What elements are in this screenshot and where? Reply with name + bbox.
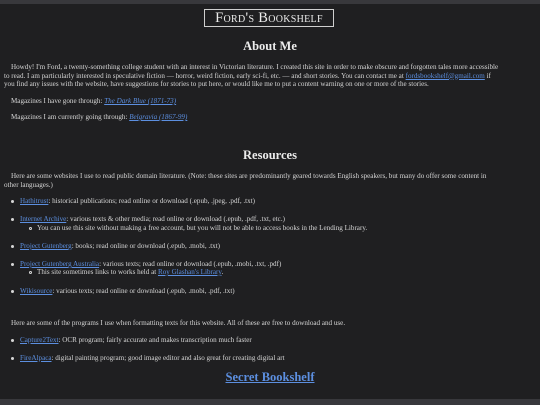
firealpaca-link[interactable]: FireAlpaca bbox=[20, 354, 52, 362]
programs-intro: Here are some of the programs I use when formatting texts for this website. All of these are free to download and use. bbox=[11, 319, 346, 327]
about-intro-line-3: you find any issues with the website, have suggestions for stories to put here, or would like me to put a content warning on one or more of the stories. bbox=[4, 80, 429, 89]
internet-archive-link[interactable]: Internet Archive bbox=[20, 215, 67, 223]
resources-heading: Resources bbox=[243, 148, 297, 162]
list-item-hathitrust bbox=[20, 197, 255, 206]
internet-archive-note: You can use this site without making a free account, but you will not be able to access books in the Lending Library. bbox=[37, 224, 368, 232]
about-intro-line-1: Howdy! I'm Ford, a twenty-something college student with an interest in Victorian literature. I created this site in order to make obscure and forgotten tales more accessible bbox=[11, 63, 499, 71]
about-intro-line-2 bbox=[4, 72, 536, 81]
wikisource-desc: : various texts; read online or download (.epub, .mobi, .pdf, .txt) bbox=[52, 287, 235, 295]
list-item-project-gutenberg bbox=[20, 242, 220, 251]
secret-bookshelf-container bbox=[0, 370, 540, 384]
about-intro bbox=[4, 63, 536, 89]
magazine-dark-blue-link[interactable]: The Dark Blue (1871-73) bbox=[104, 97, 177, 105]
list-bullet bbox=[11, 339, 14, 342]
list-bullet bbox=[11, 263, 14, 266]
secret-bookshelf-link[interactable]: Secret Bookshelf bbox=[225, 370, 315, 384]
list-item-firealpaca bbox=[20, 354, 285, 363]
list-bullet bbox=[11, 200, 14, 203]
project-gutenberg-australia-link[interactable]: Project Gutenberg Australia bbox=[20, 260, 100, 268]
magazines-done bbox=[11, 97, 176, 106]
list-bullet bbox=[11, 218, 14, 221]
capture2text-link[interactable]: Capture2Text bbox=[20, 336, 59, 344]
sub-bullet bbox=[29, 227, 32, 230]
pga-note-end: . bbox=[221, 268, 224, 276]
magazines-current bbox=[11, 113, 187, 122]
magazines-current-label: Magazines I am currently going through: bbox=[11, 113, 130, 121]
hathitrust-link[interactable]: Hathitrust bbox=[20, 197, 49, 205]
site-title: Ford's Bookshelf bbox=[204, 9, 334, 27]
list-item-capture2text bbox=[20, 336, 252, 345]
list-bullet bbox=[11, 357, 14, 360]
wikisource-link[interactable]: Wikisource bbox=[20, 287, 53, 295]
about-intro-line-2-end: if bbox=[484, 71, 491, 80]
project-gutenberg-australia-note bbox=[37, 268, 223, 277]
list-item-internet-archive bbox=[20, 215, 285, 224]
hathitrust-desc: : historical publications; read online or download (.epub, .jpeg, .pdf, .txt) bbox=[48, 197, 256, 205]
about-heading: About Me bbox=[243, 39, 297, 53]
resources-intro-line-1: Here are some websites I use to read public domain literature. (Note: these sites are predominantly geared towards English speakers, but many do offer some content in bbox=[11, 172, 487, 180]
magazines-done-label: Magazines I have gone through: bbox=[11, 97, 105, 105]
roy-glashans-library-link[interactable]: Roy Glashan's Library bbox=[157, 268, 222, 276]
about-intro-line-2-text: to read. I am particularly interested in speculative fiction — horror, weird fiction, early sci-fi, etc. — and short stories. You can contact me at bbox=[4, 71, 406, 80]
magazine-belgravia-link[interactable]: Belgravia (1867-99) bbox=[129, 113, 188, 121]
project-gutenberg-australia-desc: : various texts; read online or download (.epub, .mobi, .txt, .pdf) bbox=[99, 260, 282, 268]
project-gutenberg-link[interactable]: Project Gutenberg bbox=[20, 242, 72, 250]
bottom-bar bbox=[0, 399, 540, 405]
sub-bullet bbox=[29, 271, 32, 274]
resources-intro bbox=[4, 172, 536, 189]
project-gutenberg-desc: : books; read online or download (.epub, .mobi, .txt) bbox=[71, 242, 221, 250]
list-item-wikisource bbox=[20, 287, 235, 296]
list-bullet bbox=[11, 290, 14, 293]
resources-intro-line-2: other languages.) bbox=[4, 180, 53, 189]
list-bullet bbox=[11, 245, 14, 248]
email-link[interactable]: fordsbookshelf@gmail.com bbox=[405, 71, 485, 80]
pga-note-text: This site sometimes links to works held at bbox=[37, 268, 158, 276]
firealpaca-desc: : digital painting program; good image editor and also great for creating digital art bbox=[51, 354, 285, 362]
top-bar bbox=[0, 0, 540, 4]
capture2text-desc: : OCR program; fairly accurate and makes transcription much faster bbox=[58, 336, 252, 344]
internet-archive-desc: : various texts & other media; read online or download (.epub, .pdf, .txt, etc.) bbox=[66, 215, 285, 223]
